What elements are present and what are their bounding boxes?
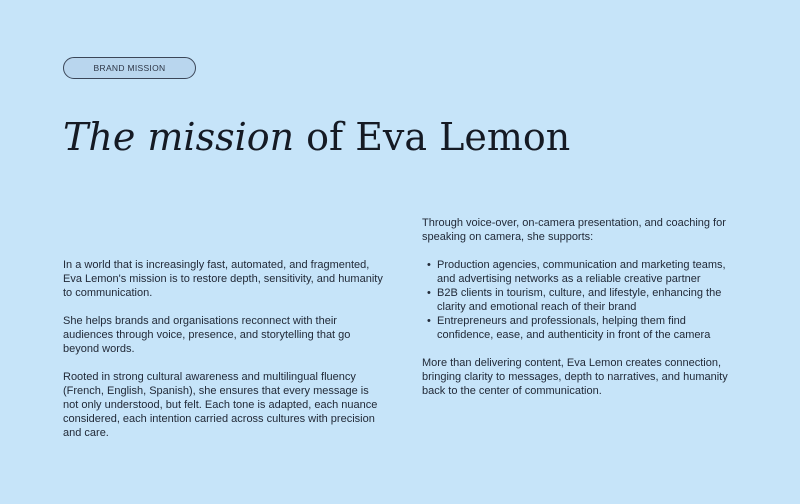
brand-mission-badge	[63, 57, 196, 79]
list-item-text: B2B clients in tourism, culture, and lifestyle, enhancing the clarity and emotional reach of their brand	[437, 287, 722, 313]
list-item	[422, 314, 737, 342]
bullet-icon: •	[427, 315, 431, 327]
list-item-text: Entrepreneurs and professionals, helping them find confidence, ease, and authenticity in front of the camera	[437, 315, 711, 341]
mission-left-column	[63, 258, 383, 454]
services-intro: Through voice-over, on-camera presentation, and coaching for speaking on camera, she supports:	[422, 217, 726, 243]
list-item	[422, 286, 737, 314]
mission-right-column	[422, 216, 737, 412]
bullet-icon: •	[427, 287, 431, 299]
list-item	[422, 258, 737, 286]
clients-list	[422, 258, 737, 342]
mission-paragraph: In a world that is increasingly fast, automated, and fragmented, Eva Lemon's mission is to restore depth, sensitivity, and humanity to communication.	[63, 259, 383, 299]
bullet-icon: •	[427, 259, 431, 271]
list-item-text: Production agencies, communication and marketing teams, and advertising networks as a reliable creative partner	[437, 259, 726, 285]
mission-paragraph: Rooted in strong cultural awareness and multilingual fluency (French, English, Spanish), she ensures that every message is not only understood, but felt. Each tone is adapted, each nuance considered, each intention carried across cultures with precision and care.	[63, 371, 378, 439]
closing-paragraph: More than delivering content, Eva Lemon creates connection, bringing clarity to messages, depth to narratives, and humanity back to the center of communication.	[422, 357, 728, 397]
mission-paragraph: She helps brands and organisations reconnect with their audiences through voice, presence, and storytelling that go beyond words.	[63, 315, 351, 355]
badge-label: BRAND MISSION	[93, 63, 166, 73]
page-title-rest: of Eva Lemon	[294, 115, 571, 159]
page-title-italic: The mission	[63, 115, 295, 159]
page-title	[63, 112, 570, 162]
